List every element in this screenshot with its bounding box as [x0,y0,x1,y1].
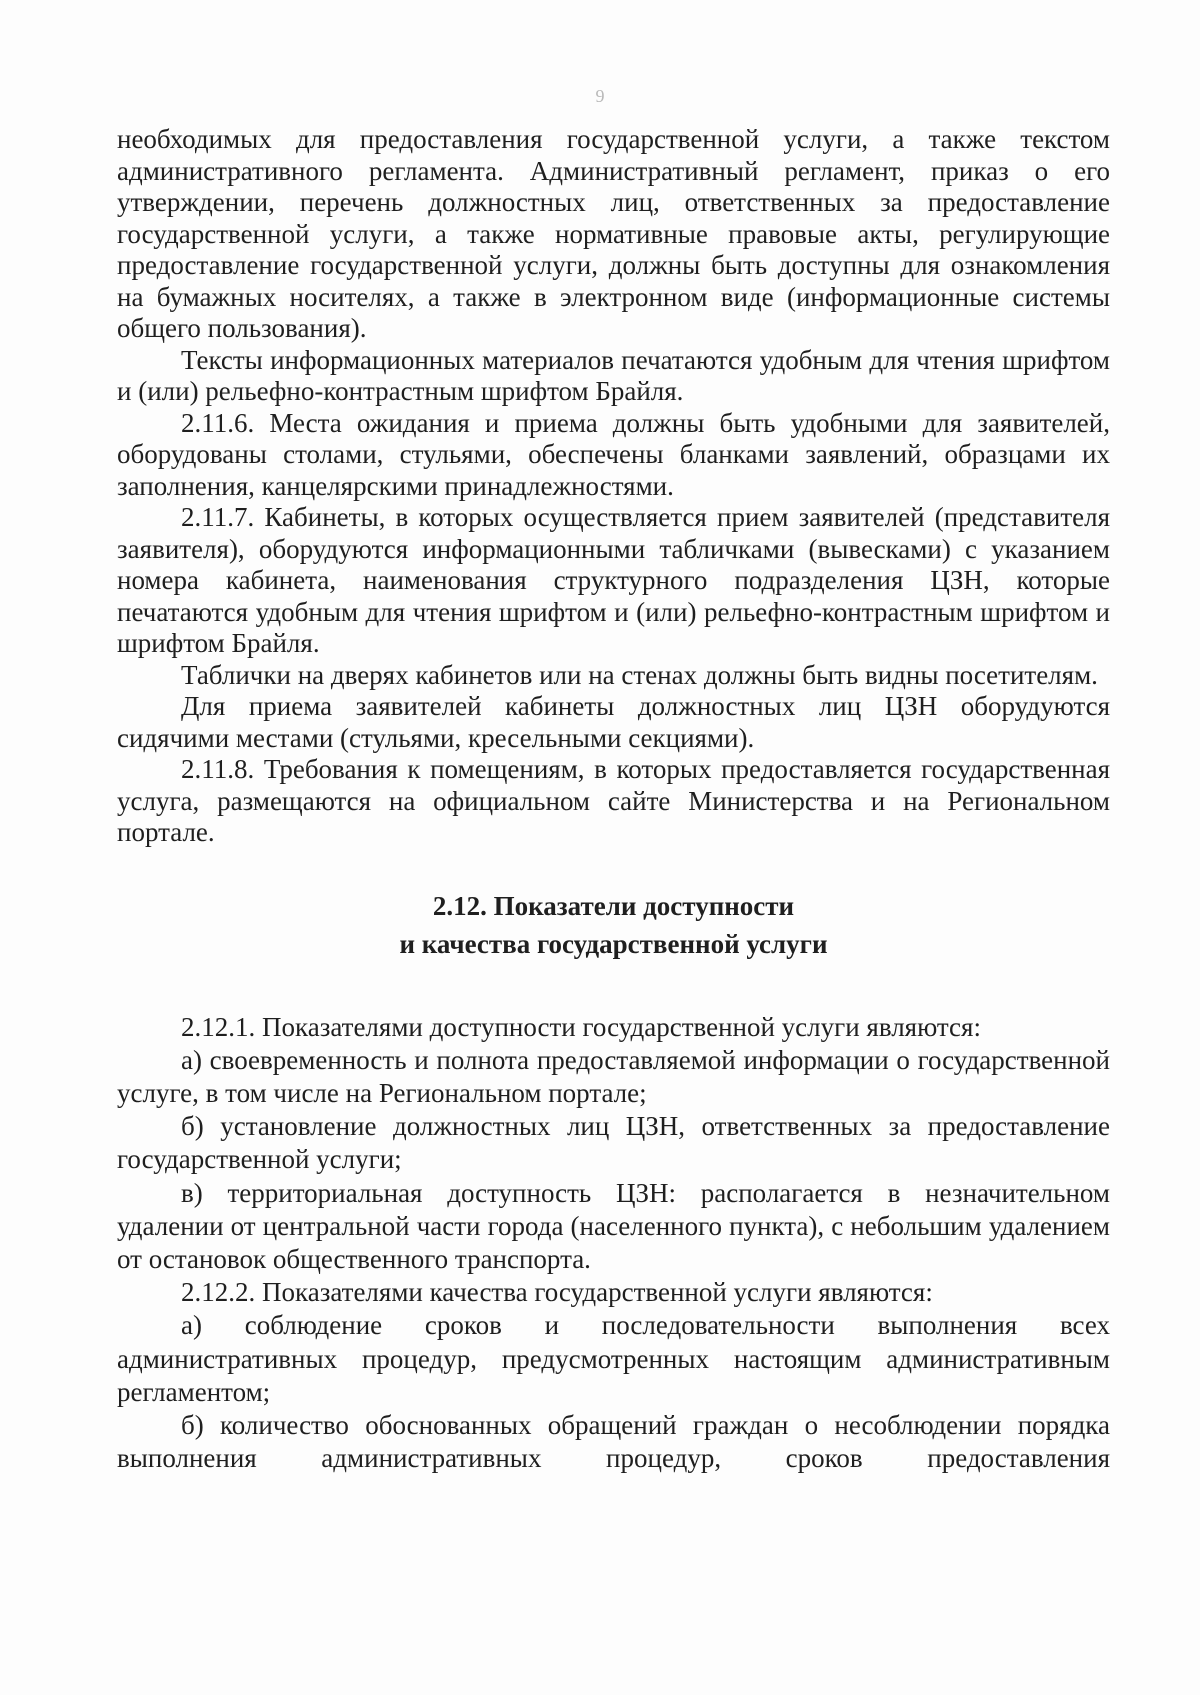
section-2-11-continued [117,124,1110,849]
page-number: 9 [595,86,605,106]
paragraph: в) территориальная доступность ЦЗН: располагается в незначительном удалении от центральной части города (населенного пункта), с небольшим удалением от остановок общественного транспорта. [117,1177,1110,1274]
paragraph: 2.12.1. Показателями доступности государственной услуги являются: [181,1011,981,1042]
section-heading [117,887,1110,963]
section-heading-line: 2.12. Показатели доступности [432,890,795,921]
section-2-12 [117,1011,1110,1476]
paragraph: 2.11.6. Места ожидания и приема должны быть удобными для заявителей, оборудованы столами, стульями, обеспечены бланками заявлений, образцами их заполнения, канцелярскими принадлежностями. [117,407,1110,501]
paragraph: 2.12.2. Показателями качества государственной услуги являются: [181,1277,933,1308]
paragraph: Таблички на дверях кабинетов или на стенах должны быть видны посетителям. [181,659,1098,690]
paragraph: необходимых для предоставления государственной услуги, а также текстом административного регламента. Административный регламент, приказ о его утверждении, перечень должностных лиц, ответственных за предоставление государственной услуги, а также нормативные правовые акты, регулирующие предоставление государственной услуги, должны быть доступны для ознакомления на бумажных носителях, а также в электронном виде (информационные системы общего пользования). [117,124,1110,343]
paragraph: 2.11.7. Кабинеты, в которых осуществляется прием заявителей (представителя заявителя), оборудуются информационными табличками (вывесками) с указанием номера кабинета, наименования структурного подразделения ЦЗН, которые печатаются удобным для чтения шрифтом и (или) рельефно-контрастным шрифтом и шрифтом Брайля. [117,502,1110,658]
paragraph: б) установление должностных лиц ЦЗН, ответственных за предоставление государственной услуги; [117,1111,1110,1175]
paragraph: Тексты информационных материалов печатаются удобным для чтения шрифтом и (или) рельефно-контрастным шрифтом Брайля. [117,344,1110,406]
paragraph: а) соблюдение сроков и последовательности выполнения всех административных процедур, предусмотренных настоящим административным регламентом; [117,1310,1110,1407]
paragraph: а) своевременность и полнота предоставляемой информации о государственной услуге, в том числе на Региональном портале; [117,1044,1110,1108]
paragraph: б) количество обоснованных обращений граждан о несоблюдении порядка выполнения административных процедур, сроков предоставления [117,1409,1110,1474]
paragraph: 2.11.8. Требования к помещениям, в которых предоставляется государственная услуга, размещаются на официальном сайте Министерства и на Региональном портале. [117,754,1110,847]
section-heading-line: и качества государственной услуги [399,928,828,959]
paragraph: Для приема заявителей кабинеты должностных лиц ЦЗН оборудуются сидячими местами (стульями, кресельными секциями). [117,691,1110,753]
document-body [117,124,1110,1475]
